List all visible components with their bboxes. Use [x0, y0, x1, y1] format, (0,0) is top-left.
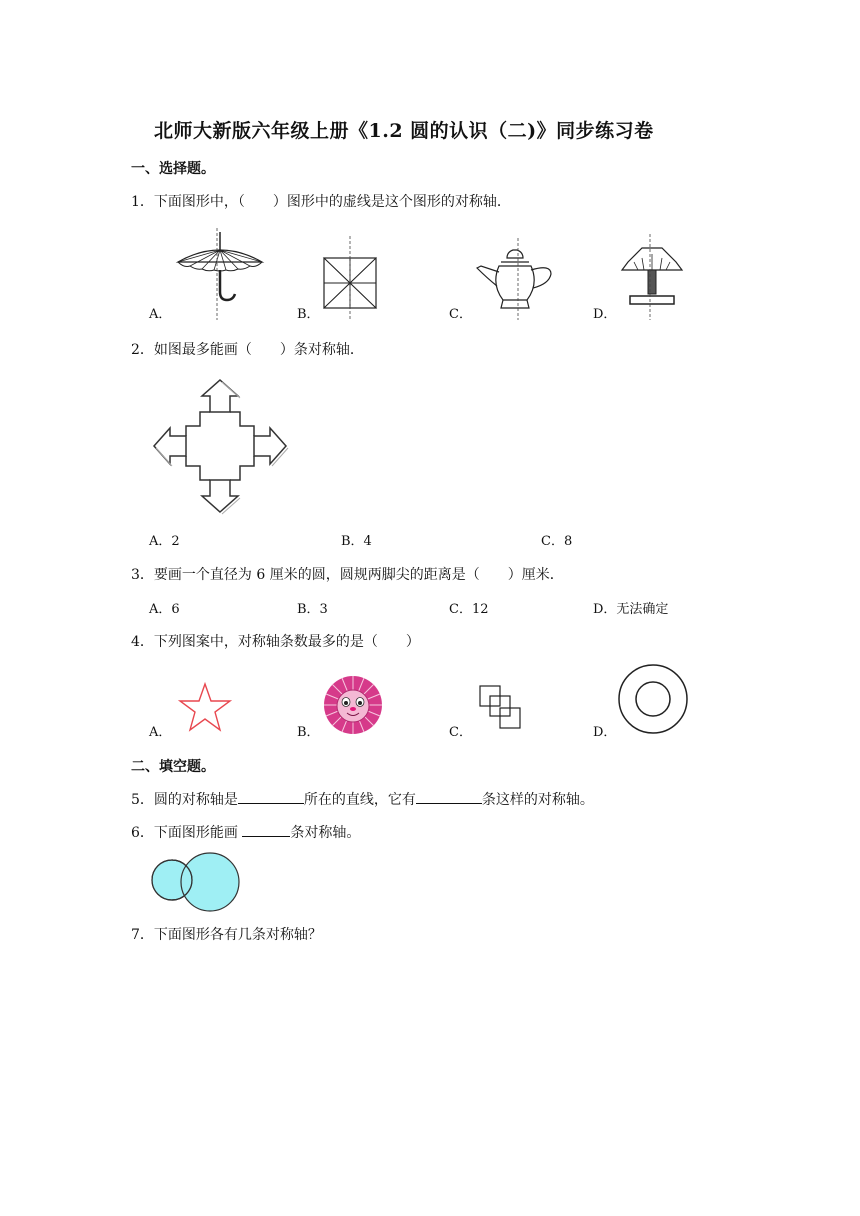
question-5 [131, 789, 594, 809]
q6-text-part2: 条对称轴。 [290, 825, 361, 841]
q3-option-c[interactable]: C．12 [449, 602, 489, 617]
q3-option-a[interactable]: A．6 [149, 602, 180, 617]
section-heading-choice: 一、选择题。 [131, 161, 215, 177]
q1-option-c[interactable]: C． [449, 307, 472, 322]
q1-option-d[interactable]: D． [593, 307, 617, 322]
question-7-text: 7．下面图形各有几条对称轴？ [131, 927, 322, 943]
question-4-text: 4．下列图案中，对称轴条数最多的是（ ） [131, 634, 420, 650]
four-arrow-cross-icon [150, 376, 290, 516]
q2-option-b[interactable]: B．4 [341, 534, 372, 549]
q5-blank-1[interactable] [238, 789, 304, 804]
q1-option-b[interactable]: B． [297, 307, 320, 322]
q5-text-part3: 条这样的对称轴。 [481, 792, 594, 808]
overlapping-squares-icon [476, 682, 526, 734]
teapot-icon [473, 238, 557, 320]
question-2-text: 2．如图最多能画（ ）条对称轴． [131, 342, 364, 358]
lion-face-icon [323, 675, 383, 735]
q2-option-c[interactable]: C．8 [541, 534, 573, 549]
q3-option-b[interactable]: B．3 [297, 602, 328, 617]
umbrella-icon [175, 228, 265, 320]
question-3-text: 3．要画一个直径为 6 厘米的圆，圆规两脚尖的距离是（ ）厘米． [131, 567, 564, 583]
question-1-text: 1．下面图形中，（ ）图形中的虚线是这个图形的对称轴． [131, 194, 511, 210]
q6-text-part1: 6．下面图形能画 [131, 825, 243, 841]
q4-option-d[interactable]: D． [593, 725, 617, 740]
q2-option-a[interactable]: A．2 [149, 534, 180, 549]
q4-option-b[interactable]: B． [297, 725, 320, 740]
concentric-circles-icon [616, 662, 690, 736]
page-title: 北师大新版六年级上册《1.2 圆的认识（二)》同步练习卷 [154, 120, 654, 142]
star-icon [174, 682, 236, 734]
q3-option-d[interactable]: D．无法确定 [593, 602, 669, 617]
two-circles-icon [150, 852, 242, 912]
q1-option-a[interactable]: A． [149, 307, 172, 322]
q5-blank-2[interactable] [416, 789, 482, 804]
q4-option-c[interactable]: C． [449, 725, 472, 740]
q6-blank[interactable] [242, 822, 290, 837]
pinwheel-icon [318, 236, 388, 320]
q5-text-part1: 5．圆的对称轴是 [131, 792, 238, 808]
question-6 [131, 822, 360, 842]
q4-option-a[interactable]: A． [149, 725, 172, 740]
lamp-icon [616, 234, 688, 320]
q5-text-part2: 所在的直线，它有 [303, 792, 416, 808]
section-heading-fill: 二、填空题。 [131, 759, 215, 775]
